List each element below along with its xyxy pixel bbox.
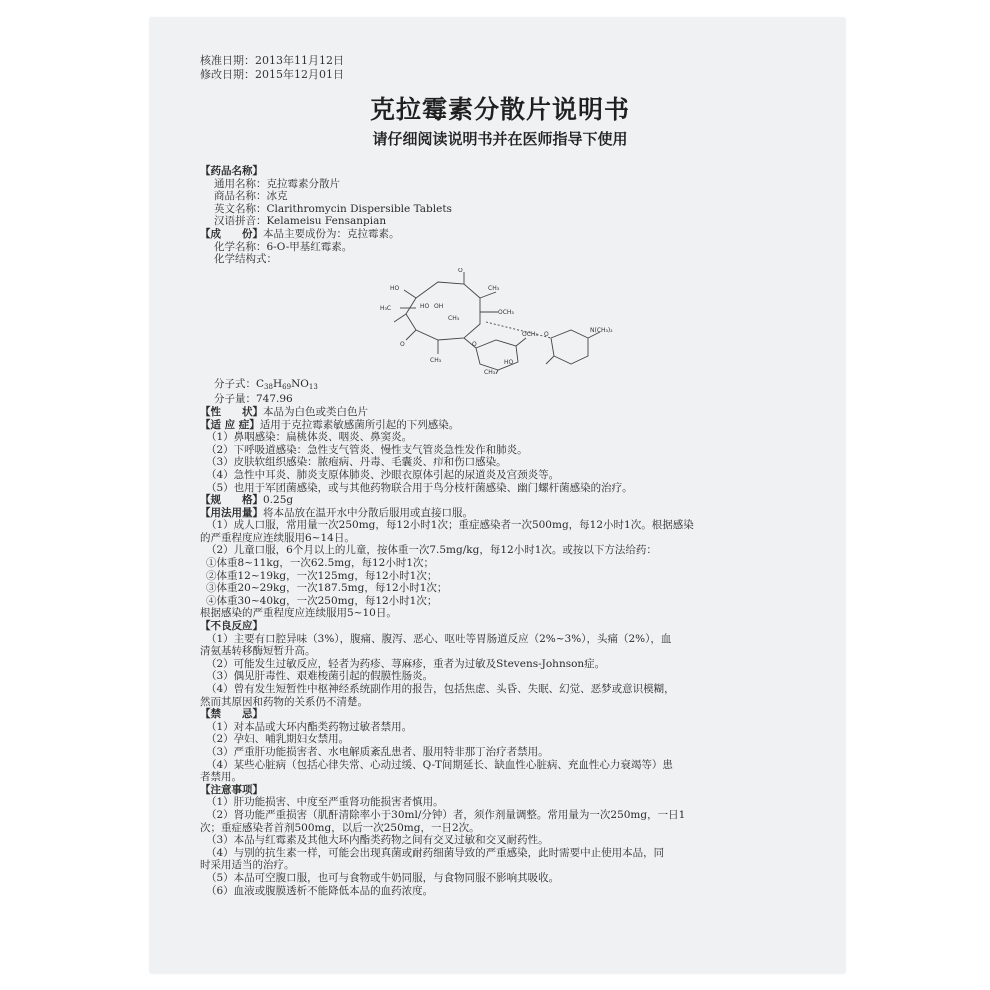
struct-label-ch3a: CH₃ [488, 284, 500, 292]
indication-item: （5）也用于军团菌感染，或与其他药物联合用于鸟分枝杆菌感染、幽门螺杆菌感染的治疗。 [206, 481, 633, 494]
adverse-line: （3）偶见肝毒性、艰难梭菌引起的假膜性肠炎。 [206, 670, 434, 683]
modify-date: 修改日期：2015年12月01日 [200, 68, 344, 81]
precaution-line: （1）肝功能损害、中度至严重肾功能损害者慎用。 [206, 796, 444, 809]
indication-item: （3）皮肤软组织感染：脓疱病、丹毒、毛囊炎、疖和伤口感染。 [206, 456, 507, 469]
formula-h: H [272, 377, 283, 390]
english-name: 英文名称：Clarithromycin Dispersible Tablets [214, 202, 452, 215]
trade-name: 商品名称：冰克 [214, 190, 288, 203]
section-adverse-heading: 【不良反应】 [200, 620, 263, 633]
section-drug-name-heading: 【药品名称】 [200, 165, 263, 177]
indication-item: （2）下呼吸道感染：急性支气管炎、慢性支气管炎急性发作和肺炎。 [206, 443, 528, 456]
dosage-line: （1）成人口服，常用量一次250mg，每12小时1次；重症感染者一次500mg，每12小时1次。根据感染 [206, 519, 694, 532]
molecular-weight: 分子量：747.96 [214, 393, 293, 406]
contra-line: （3）严重肝功能损害者、水电解质紊乱患者、服用特非那丁治疗者禁用。 [206, 745, 549, 758]
section-dosage-heading: 【用法用量】 [200, 506, 263, 519]
contra-line: 者禁用。 [200, 771, 242, 784]
adverse-line: （1）主要有口腔异味（3%），腹痛、腹泻、恶心、呕吐等胃肠道反应（2%~3%），头痛（2%），血 [206, 632, 672, 645]
struct-label-ch3b: CH₃ [448, 314, 460, 322]
contra-line: （1）对本品或大环内酯类药物过敏者禁用。 [206, 720, 413, 733]
approve-date: 核准日期：2013年11月12日 [200, 54, 344, 67]
structure-drawing [376, 268, 636, 374]
section-spec-heading: 【规 格】 [200, 494, 263, 507]
adverse-line: 清氨基转移酶短暂升高。 [200, 645, 316, 658]
precaution-line: 时采用适当的治疗。 [200, 859, 295, 872]
dosage-line: ②体重12~19kg，一次125mg，每12小时1次； [206, 569, 438, 582]
formula-c-count: 38 [264, 382, 273, 391]
formula-no-count: 13 [308, 382, 318, 391]
dosage-line: （2）儿童口服，6个月以上的儿童，按体重一次7.5mg/kg，每12小时1次。或按以下方法给药： [206, 544, 657, 557]
leaflet-sheet [150, 18, 845, 973]
dosage-line: ①体重8~11kg，一次62.5mg，每12小时1次； [206, 557, 435, 570]
section-ingredients [200, 228, 800, 241]
struct-label-nch3: N(CH₃)₂ [590, 326, 613, 334]
struct-label-och3: OCH₃ [498, 308, 514, 316]
struct-label-ho3: HO [504, 358, 514, 366]
dosage-line: ③体重20~29kg，一次187.5mg，每12小时1次； [206, 582, 448, 595]
indication-item: （4）急性中耳炎、肺炎支原体肺炎、沙眼衣原体引起的尿道炎及宫颈炎等。 [206, 468, 560, 481]
section-character [200, 406, 800, 419]
chemical-name: 化学名称：6-O-甲基红霉素。 [214, 240, 353, 253]
dosage-line: ④体重30~40kg，一次250mg，每12小时1次； [206, 594, 438, 607]
struct-label-o1: O [458, 267, 463, 274]
leaflet-content [200, 54, 800, 897]
formula-h-count: 69 [282, 382, 292, 391]
dosage-line: 根据感染的严重程度应连续服用5~10日。 [200, 607, 397, 620]
adverse-line: （4）曾有发生短暂性中枢神经系统副作用的报告，包括焦虑、头昏、失眠、幻觉、恶梦或意识模糊， [206, 683, 675, 695]
generic-name: 通用名称：克拉霉素分散片 [214, 177, 340, 190]
chemical-structure-label: 化学结构式： [214, 253, 277, 266]
struct-label-o2: O [400, 340, 405, 348]
section-ingredients-heading: 【成 份】 [200, 227, 263, 240]
pinyin-name: 汉语拼音：Kelameisu Fensanpian [214, 215, 387, 228]
dosage-line: 的严重程度应连续服用6~14日。 [200, 531, 355, 544]
dosage-text: 将本品放在温开水中分散后服用或直接口服。 [263, 506, 473, 519]
formula-c: C [256, 377, 265, 390]
page-title: 克拉霉素分散片说明书 [369, 95, 630, 124]
struct-label-oh: OH [434, 302, 444, 310]
section-indications-heading: 【适 应 症】 [200, 418, 260, 431]
struct-label-ch3d: CH₃ [484, 368, 496, 374]
section-contra-heading: 【禁 忌】 [200, 708, 263, 721]
adverse-line: 然而其原因和药物的关系仍不清楚。 [200, 695, 368, 708]
contra-line: （4）某些心脏病（包括心律失常、心动过缓、Q-T间期延长、缺血性心脏病、充血性心力衰竭等）患 [206, 758, 673, 771]
adverse-line: （2）可能发生过敏反应，轻者为药疹、荨麻疹，重者为过敏及Stevens-Johnson症。 [206, 657, 606, 670]
page-subtitle: 请仔细阅读说明书并在医师指导下使用 [372, 130, 628, 148]
struct-label-ho2: HO [420, 302, 430, 310]
chemical-structure [200, 268, 800, 374]
molecular-formula [200, 378, 800, 394]
formula-no: NO [291, 377, 309, 390]
dates-block [200, 54, 800, 82]
precaution-line: （4）与别的抗生素一样，可能会出现真菌或耐药细菌导致的严重感染，此时需要中止使用本品，同 [206, 846, 665, 859]
formula-label: 分子式： [214, 377, 256, 390]
section-indications [200, 419, 800, 432]
struct-label-o3: O [544, 330, 549, 338]
leaflet-body [200, 165, 800, 897]
section-character-heading: 【性 状】 [200, 405, 263, 418]
contra-line: （2）孕妇、哺乳期妇女禁用。 [206, 733, 350, 746]
section-spec [200, 494, 800, 507]
section-dosage [200, 507, 800, 520]
precaution-line: （3）本品与红霉素及其他大环内酯类药物之间有交叉过敏和交叉耐药性。 [206, 834, 549, 847]
precaution-line: （2）肾功能严重损害（肌酐清除率小于30ml/分钟）者，须作剂量调整。常用量为一次250mg，一日1 [206, 808, 686, 821]
indication-item: （1）鼻咽感染：扁桃体炎、咽炎、鼻窦炎。 [206, 431, 413, 444]
ingredients-text: 本品主要成份为：克拉霉素。 [263, 227, 400, 240]
character-text: 本品为白色或类白色片 [263, 405, 368, 418]
precaution-line: 次；重症感染者首剂500mg，以后一次250mg，一日2次。 [200, 821, 480, 834]
struct-label-ch3c: CH₃ [430, 356, 442, 364]
indications-text: 适用于克拉霉素敏感菌所引起的下列感染。 [259, 418, 460, 431]
struct-label-hoh3c: HO [390, 284, 400, 292]
section-precautions-heading: 【注意事项】 [200, 783, 263, 796]
struct-label-o4: O [472, 340, 477, 348]
struct-label-och3b: OCH₃ [522, 330, 538, 338]
precaution-line: （5）本品可空腹口服，也可与食物或牛奶同服，与食物同服不影响其吸收。 [206, 871, 560, 884]
precaution-line: （6）血液或腹膜透析不能降低本品的血药浓度。 [206, 884, 434, 897]
struct-label-h3c1: H₃C [380, 304, 392, 312]
spec-text: 0.25g [263, 494, 294, 507]
